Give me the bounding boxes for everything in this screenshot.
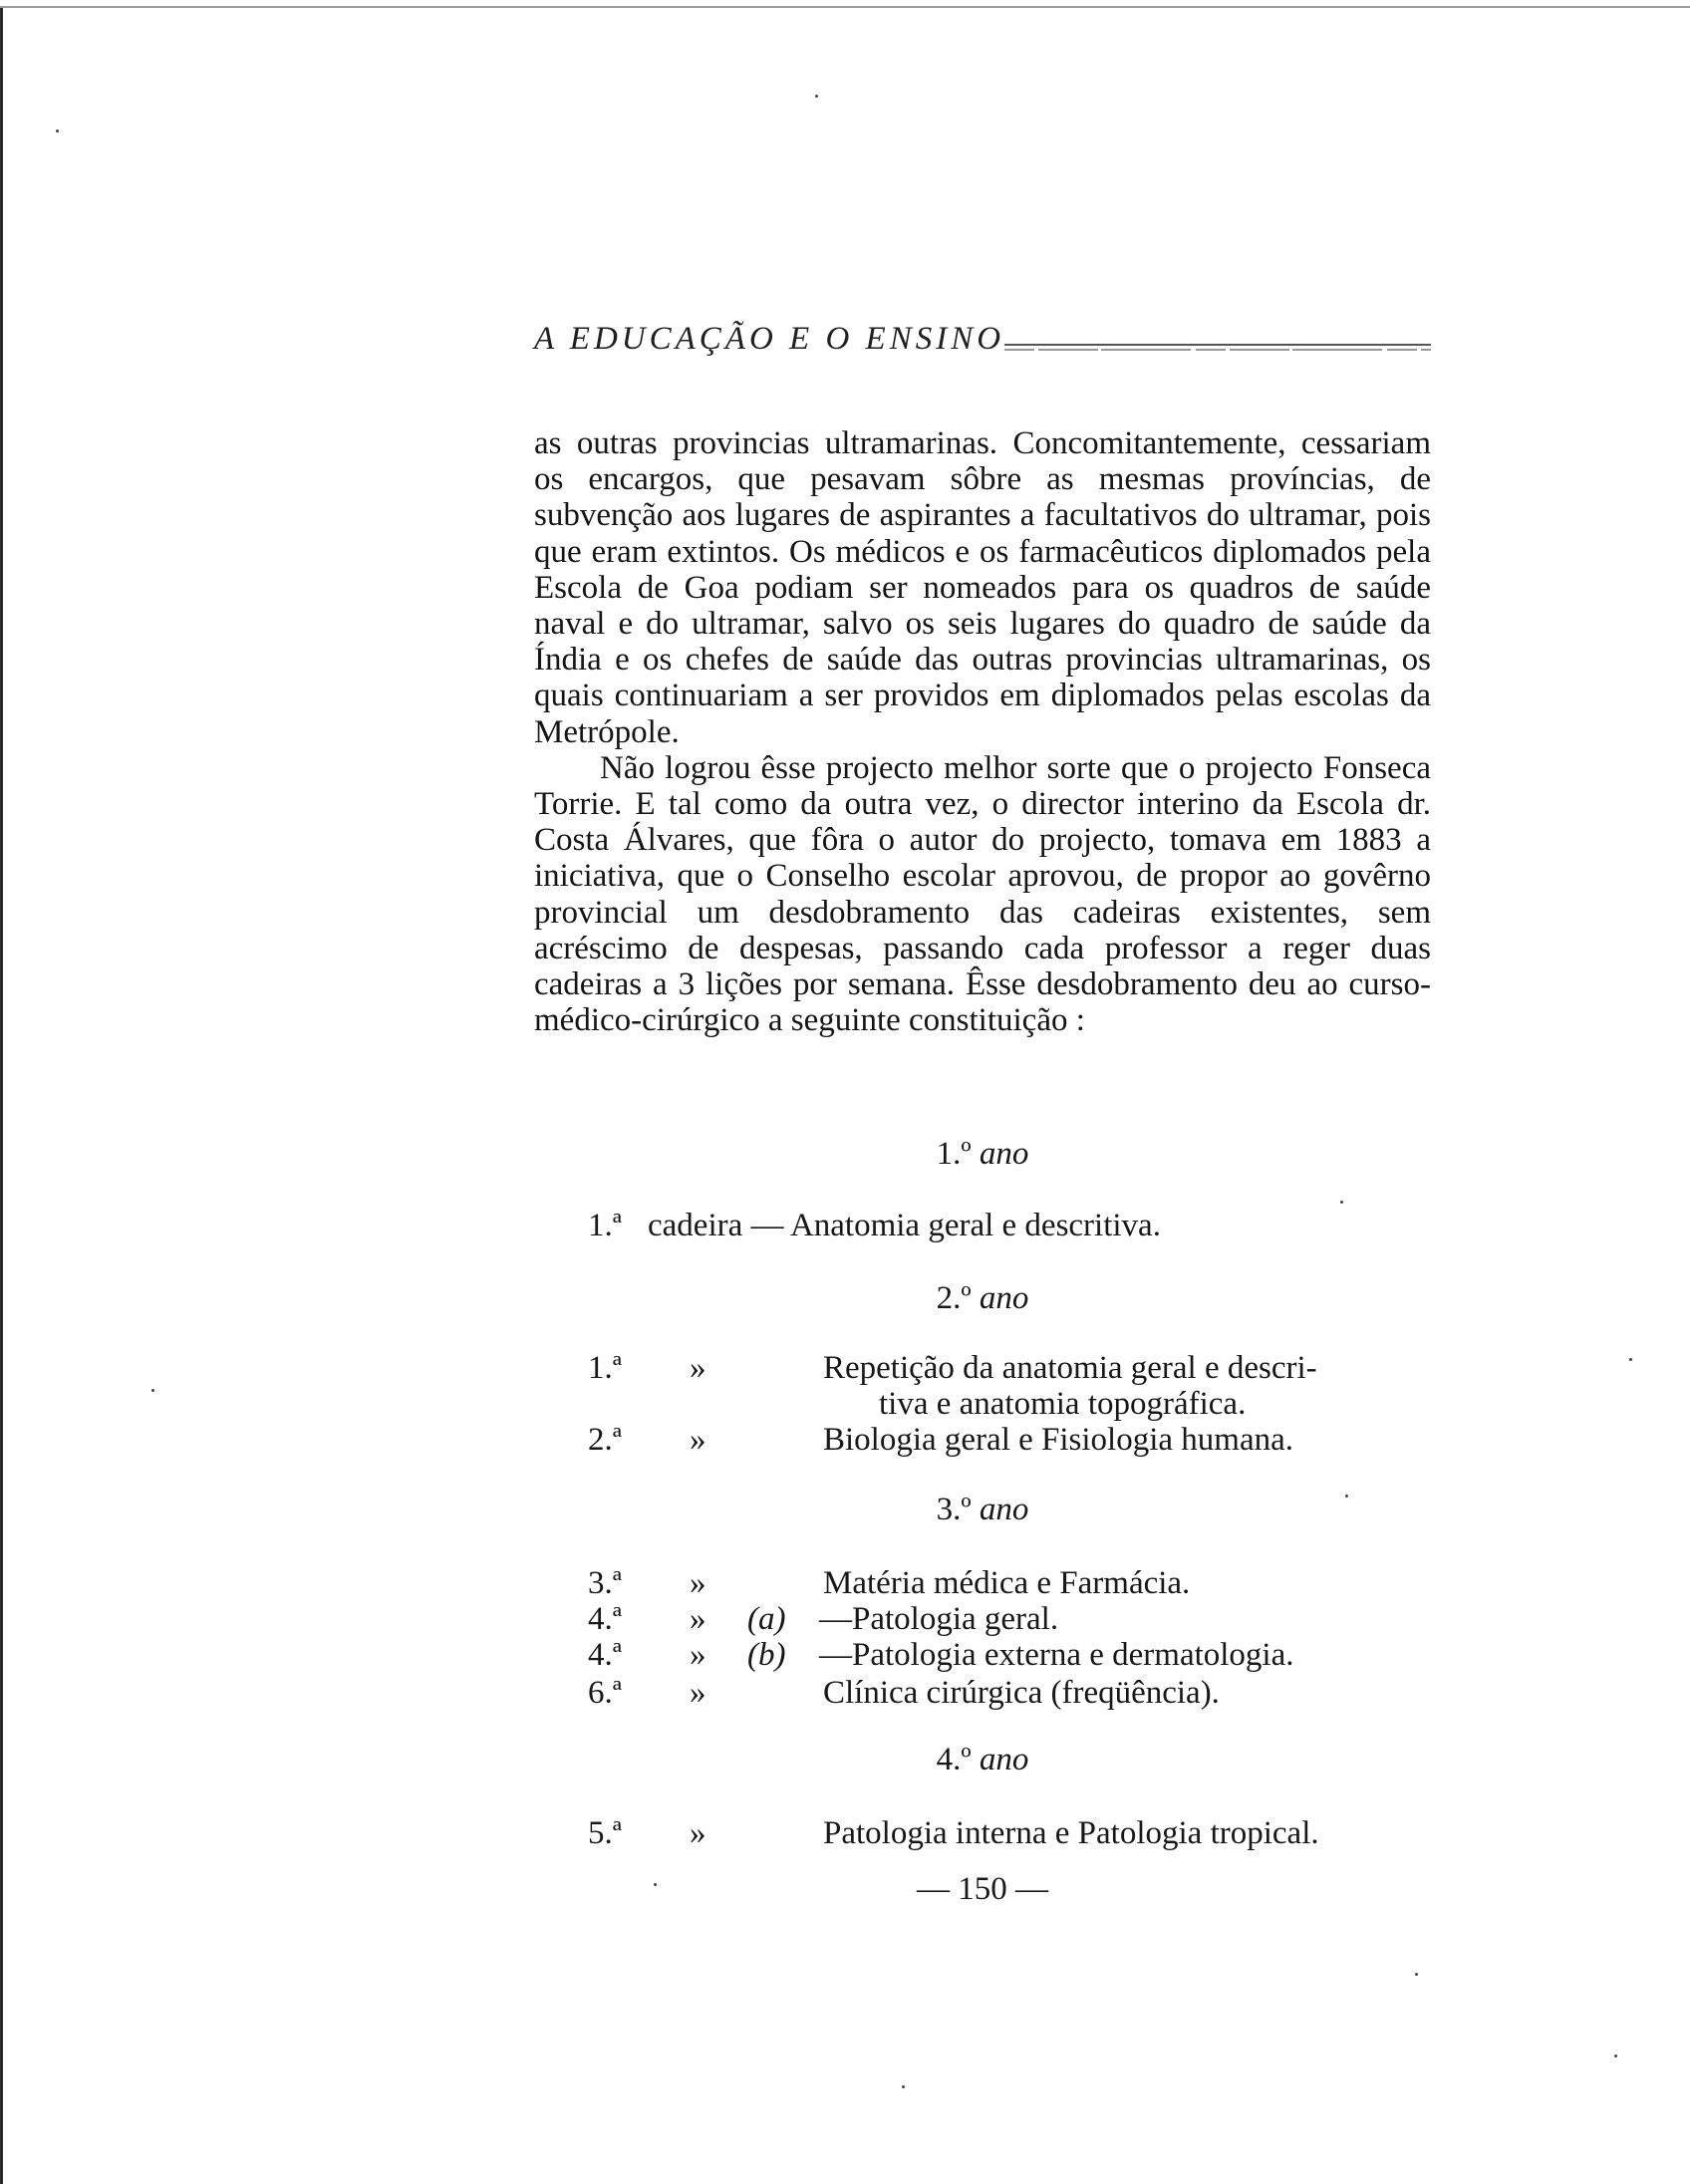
chair-subdivision: (b) — [747, 1637, 786, 1673]
ditto-mark: » — [690, 1565, 706, 1601]
chair-number: 3.ª — [588, 1565, 622, 1601]
chair-number: 4.ª — [588, 1601, 622, 1637]
scan-speck — [1340, 1201, 1343, 1204]
running-header — [534, 321, 1431, 369]
curriculum-row — [588, 1637, 1435, 1677]
chair-description: Biologia geral e Fisiologia humana. — [823, 1422, 1293, 1458]
chair-description: Clínica cirúrgica (freqüência). — [823, 1675, 1220, 1711]
scan-speck — [654, 1883, 657, 1886]
page-number: — 150 — — [917, 1871, 1048, 1907]
scan-speck — [1415, 1973, 1418, 1976]
ditto-mark: » — [690, 1675, 706, 1711]
year-heading-3: 3.º ano — [936, 1492, 1029, 1527]
scan-speck — [56, 130, 59, 133]
ditto-mark: » — [690, 1350, 706, 1386]
chair-number: 1.ª — [588, 1208, 622, 1243]
chair-description: —Patologia externa e dermatologia. — [819, 1637, 1294, 1673]
running-title: A EDUCAÇÃO E O ENSINO — [534, 321, 1005, 357]
chair-description: Repetição da anatomia geral e descri- tiva e anatomia topográfica. — [823, 1350, 1317, 1422]
ditto-mark: » — [690, 1815, 706, 1851]
header-rule — [1004, 341, 1431, 353]
curriculum-row — [588, 1565, 1435, 1605]
chair-description: Patologia interna e Patologia tropical. — [823, 1815, 1319, 1851]
paragraph: Não logrou êsse projecto melhor sorte que o projecto Fonseca Torrie. E tal como da outra vez, o director interino da Escola dr. Costa Álvares, que fôra o autor do projecto, tomava em 1883 a iniciativa, que o Conselho escolar aprovou, de propor ao govêrno provincial um desdobramento das cadeiras existentes, sem acréscimo de despesas, passando cada professor a reger duas cadeiras a 3 lições por semana. Êsse desdobramento deu ao curso-médico-cirúrgico a seguinte constituição : — [534, 749, 1431, 1039]
chair-number: 6.ª — [588, 1675, 622, 1711]
curriculum-row — [588, 1815, 1435, 1855]
chair-subdivision: (a) — [747, 1601, 786, 1637]
chair-description: cadeira — Anatomia geral e descritiva. — [648, 1208, 1161, 1243]
scan-speck — [1629, 1358, 1632, 1361]
chair-description: Matéria médica e Farmácia. — [823, 1565, 1191, 1601]
chair-number: 2.ª — [588, 1422, 622, 1458]
scan-speck — [815, 95, 818, 98]
year-heading-4: 4.º ano — [936, 1742, 1029, 1777]
page-left-edge — [0, 8, 3, 2184]
scan-speck — [1614, 2054, 1617, 2057]
ditto-mark: » — [690, 1601, 706, 1637]
scan-speck — [151, 1389, 154, 1392]
chair-number: 4.ª — [588, 1637, 622, 1673]
curriculum-row — [588, 1601, 1435, 1641]
ditto-mark: » — [690, 1637, 706, 1673]
ditto-mark: » — [690, 1422, 706, 1458]
body-text — [534, 425, 1431, 1038]
curriculum-row — [588, 1675, 1435, 1715]
year-heading-1: 1.º ano — [936, 1136, 1029, 1172]
scan-speck — [902, 2085, 905, 2088]
curriculum-row — [588, 1208, 1435, 1247]
paragraph: as outras provincias ultramarinas. Concomitantemente, cessariam os encargos, que pesavam sôbre as mesmas províncias, de subvenção aos lugares de aspirantes a facultativos do ultramar, pois que eram extintos. Os médicos e os farmacêuticos diplomados pela Escola de Goa podiam ser nomeados para os quadros de saúde naval e do ultramar, salvo os seis lugares do quadro de saúde da Índia e os chefes de saúde das outras provincias ultramarinas, os quais continuariam a ser providos em diplomados pelas escolas da Metrópole. — [534, 425, 1431, 750]
curriculum-row — [588, 1350, 1435, 1426]
chair-number: 5.ª — [588, 1815, 622, 1851]
page-top-edge — [0, 6, 1690, 8]
scan-speck — [1345, 1495, 1348, 1498]
chair-number: 1.ª — [588, 1350, 622, 1386]
chair-description: —Patologia geral. — [819, 1601, 1059, 1637]
year-heading-2: 2.º ano — [936, 1280, 1029, 1316]
curriculum-row — [588, 1422, 1435, 1462]
